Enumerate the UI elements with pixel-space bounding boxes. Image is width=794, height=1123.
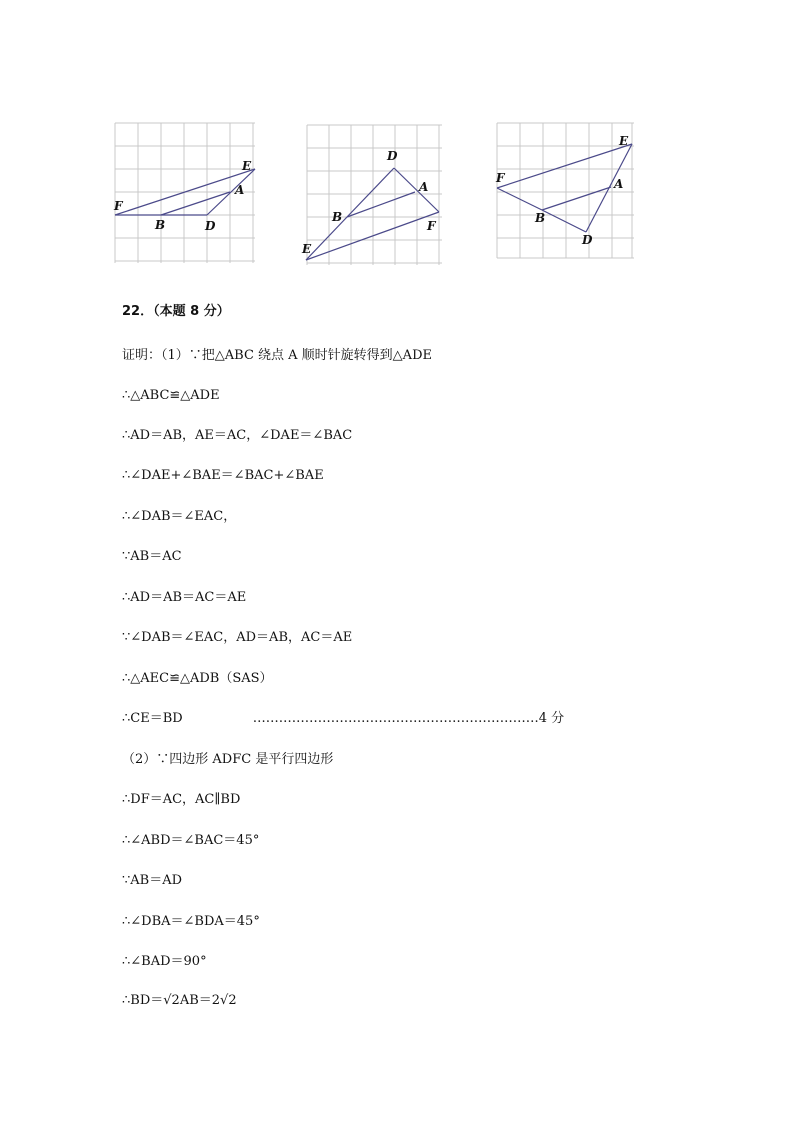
figure-3-svg — [494, 118, 639, 263]
proof-line-3: ∴AD＝AB，AE＝AC，∠DAE＝∠BAC — [122, 428, 353, 443]
label-D: D — [387, 149, 398, 163]
question-title: 22．（本题 8 分） — [122, 304, 230, 319]
score-dots: …………………………………………………………4 分 — [252, 711, 565, 726]
sqrt-2-b: √2 — [220, 993, 237, 1008]
proof-line-8: ∵∠DAB＝∠EAC，AD＝AB，AC＝AE — [122, 630, 353, 645]
proof-line-15: ∴∠DBA＝∠BDA＝45° — [122, 914, 260, 929]
proof-line-6: ∵AB＝AC — [122, 549, 182, 564]
segment-BA — [347, 192, 415, 217]
label-F: F — [427, 219, 436, 233]
segment-BD — [542, 210, 586, 232]
proof-line-7: ∴AD＝AB＝AC＝AE — [122, 590, 247, 605]
label-B: B — [332, 210, 343, 224]
proof-line-17-a: ∴BD＝ — [122, 993, 164, 1008]
label-F: F — [114, 199, 123, 213]
sqrt-2-a: √2 — [163, 993, 180, 1008]
proof-line-2: ∴△ABC≌△ADE — [122, 388, 220, 403]
figure-1-svg — [110, 118, 260, 268]
proof-line-13: ∴∠ABD＝∠BAC＝45° — [122, 833, 260, 848]
proof-line-12: ∴DF＝AC，AC∥BD — [122, 792, 241, 807]
proof-line-10 — [122, 711, 564, 727]
label-D: D — [582, 233, 593, 247]
segment-BA — [542, 187, 611, 210]
proof-line-5: ∴∠DAB＝∠EAC， — [122, 509, 237, 524]
proof-line-9: ∴△AEC≌△ADB（SAS） — [122, 671, 273, 686]
label-B: B — [155, 218, 166, 232]
proof-line-10-text: ∴CE＝BD — [122, 711, 183, 726]
proof-line-1: 证明：（1）∵把△ABC 绕点 A 顺时针旋转得到△ADE — [122, 348, 432, 363]
figure-1 — [110, 118, 260, 268]
segment-DB — [347, 168, 394, 217]
figure-2-svg — [302, 120, 447, 270]
label-D: D — [205, 219, 216, 233]
figure-3 — [494, 118, 639, 263]
label-E: E — [242, 159, 252, 173]
label-F: F — [496, 171, 505, 185]
label-A: A — [235, 183, 245, 197]
proof-line-14: ∵AB＝AD — [122, 873, 183, 888]
label-E: E — [302, 242, 312, 256]
proof-line-17-c: AB＝2 — [179, 993, 221, 1008]
label-A: A — [614, 177, 624, 191]
label-E: E — [619, 134, 629, 148]
proof-line-4: ∴∠DAE+∠BAE＝∠BAC+∠BAE — [122, 468, 324, 483]
proof-line-16: ∴∠BAD＝90° — [122, 954, 207, 969]
figures-row — [110, 118, 640, 268]
figure-2 — [302, 120, 447, 270]
proof-line-17 — [122, 993, 237, 1009]
proof-line-11: （2）∵四边形 ADFC 是平行四边形 — [122, 752, 334, 767]
label-B: B — [535, 211, 546, 225]
figure-1-grid — [115, 123, 255, 263]
label-A: A — [419, 180, 429, 194]
